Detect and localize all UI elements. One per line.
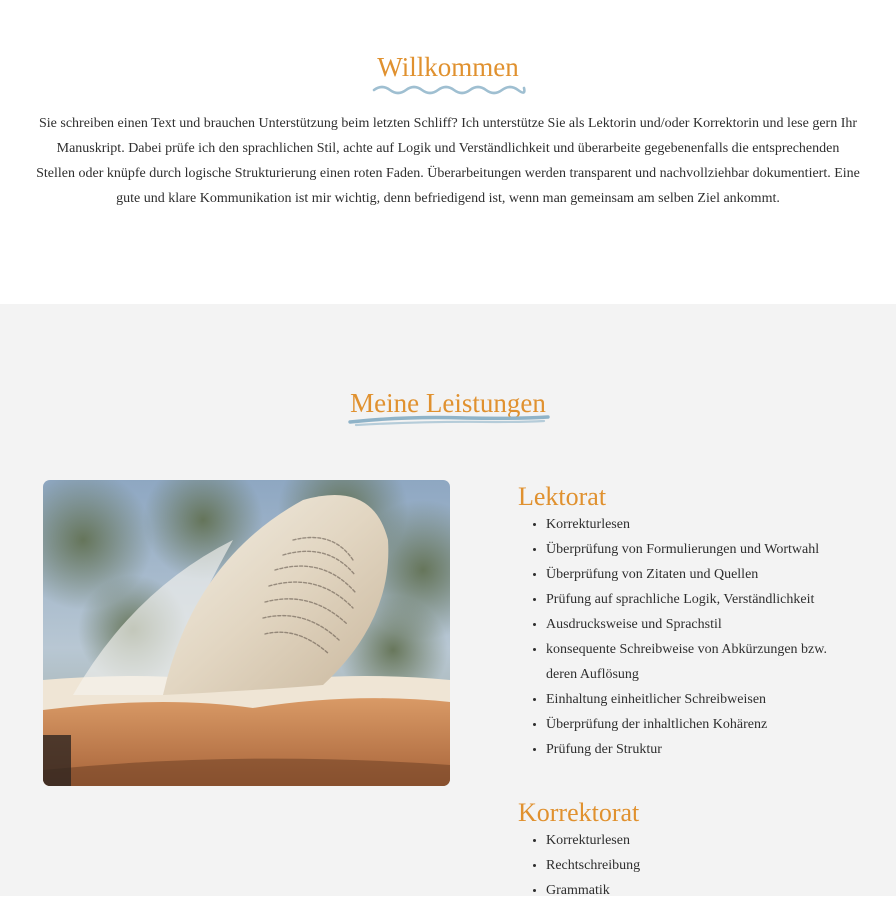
list-item: • Korrekturlesen [546,512,858,537]
list-item: • Rechtschreibung [546,853,858,878]
list-item: • Überprüfung von Zitaten und Quellen [546,562,858,587]
book-photo [43,480,450,786]
list-item: • Prüfung auf sprachliche Logik, Verständlichkeit [546,587,858,612]
service-list-lektorat [518,512,858,762]
service-heading-korrektorat: Korrektorat [518,798,640,827]
list-item: • Prüfung der Struktur [546,737,858,762]
list-item: • Ausdrucksweise und Sprachstil [546,612,858,637]
service-lektorat [518,482,858,762]
service-list-korrektorat [518,828,858,903]
welcome-title: Willkommen [377,52,519,82]
service-korrektorat [518,798,858,903]
list-item: • konsequente Schreibweise von Abkürzungen bzw. deren Auflösung [546,637,836,687]
welcome-text: Sie schreiben einen Text und brauchen Unterstützung beim letzten Schliff? Ich unterstütze Sie als Lektorin und/oder Korrektorin und lese gern Ihr Manuskript. Dabei prüfe ich den sprachlichen Stil, achte auf Logik und Verständlichkeit und überarbeite gegebenenfalls die entsprechenden Stellen oder knüpfe durch logische Strukturierung einen roten Faden. Überarbeitungen werden transparent und nachvollziehbar dokumentiert. Eine gute und klare Kommunikation ist mir wichtig, denn befriedigend ist, wenn man gemeinsam am selben Ziel ankommt. [36,116,860,206]
brush-underline-decoration [346,412,552,430]
list-item: • Korrekturlesen [546,828,858,853]
list-item: • Grammatik [546,878,858,903]
service-heading-lektorat: Lektorat [518,482,607,511]
services-section [0,304,896,896]
list-item: • Einhaltung einheitlicher Schreibweisen [546,687,858,712]
services-title: Meine Leistungen [350,388,546,418]
welcome-section [0,0,896,304]
list-item: • Überprüfung von Formulierungen und Wortwahl [546,537,858,562]
wave-underline-decoration [372,82,526,96]
list-item: • Überprüfung der inhaltlichen Kohärenz [546,712,858,737]
